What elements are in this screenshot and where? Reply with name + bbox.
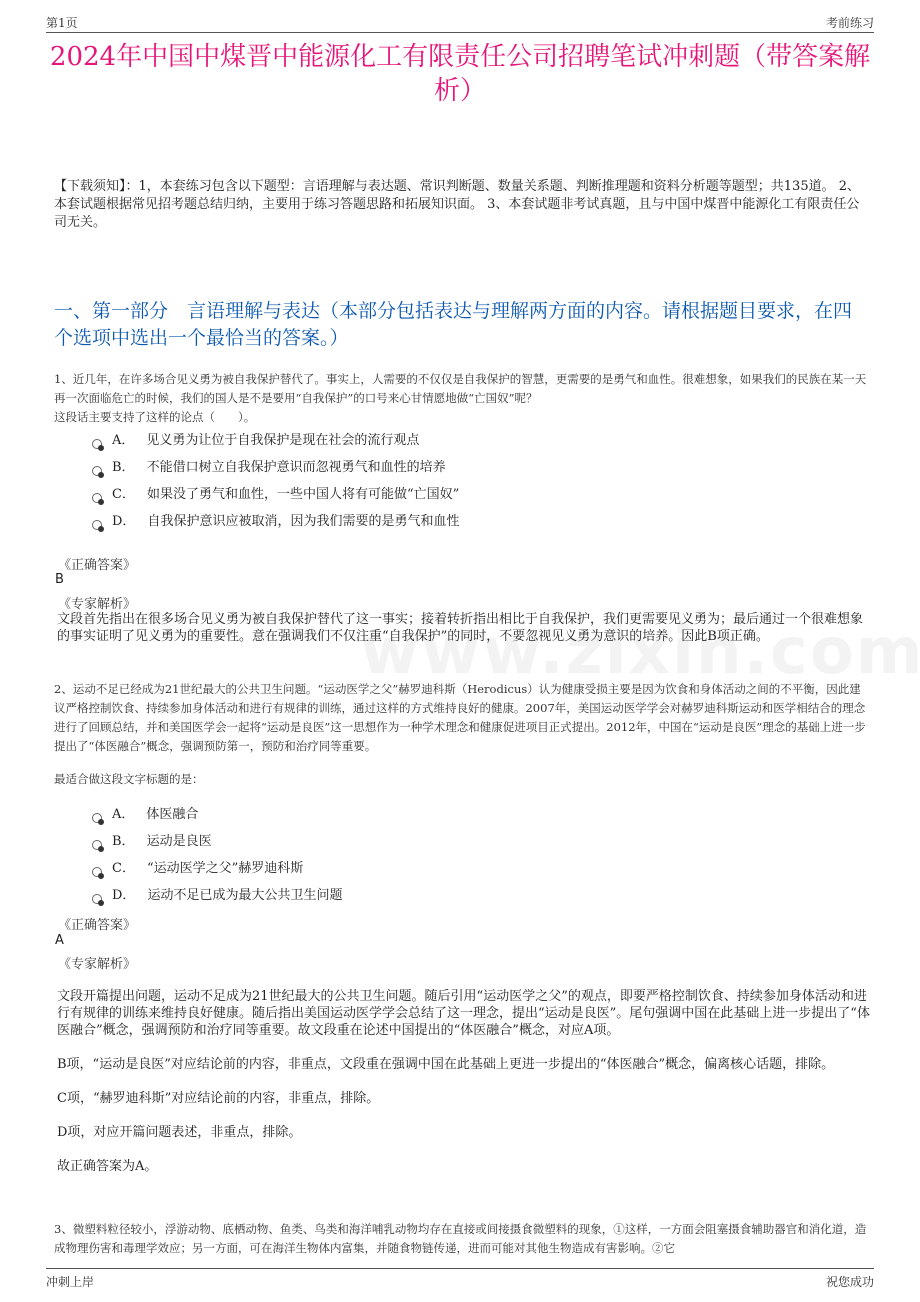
option-a[interactable]: A． 体医融合 xyxy=(92,801,342,828)
document-title: 2024年中国中煤晋中能源化工有限责任公司招聘笔试冲刺题（带答案解析） xyxy=(49,42,871,106)
correct-answer-value: A xyxy=(55,933,64,948)
option-b[interactable]: B． 不能借口树立自我保护意识而忽视勇气和血性的培养 xyxy=(92,454,459,481)
analysis-paragraph: 文段开篇提出问题，运动不足成为21世纪最大的公共卫生问题。随后引用“运动医学之父”的观点，即要严格控制饮食、持续参加身体活动和进行有规律的训练来维持良好健康。随后指出美国运动医学学会总结了这一理念，提出“运动是良医”。尾句强调中国在此基础上进一步提出了“体医融合”概念，强调预防和治疗同等重要。故文段重在论述中国提出的“体医融合”概念，对应A项。 xyxy=(57,989,870,1038)
option-b[interactable]: B． 运动是良医 xyxy=(92,828,342,855)
radio-icon[interactable] xyxy=(92,840,102,850)
expert-analysis-text xyxy=(57,988,870,1192)
option-a[interactable]: A． 见义勇为让位于自我保护是现在社会的流行观点 xyxy=(92,427,459,454)
header-label: 考前练习 xyxy=(825,16,874,30)
option-d[interactable]: D． 自我保护意识应被取消，因为我们需要的是勇气和血性 xyxy=(92,508,459,535)
analysis-paragraph: 故正确答案为A。 xyxy=(57,1159,158,1174)
question-2-text: 2、运动不足已经成为21世纪最大的公共卫生问题。“运动医学之父”赫罗迪科斯（Herodicus）认为健康受损主要是因为饮食和身体活动之间的不平衡，因此建议严格控制饮食、持续参加身体活动和进行有规律的训练，通过这样的方式维持良好的健康。2007年，美国运动医学学会对赫罗迪科斯运动和医学相结合的理念进行了回顾总结，并和美国医学会一起将“运动是良医”这一思想作为一种学术理念和健康促进项目正式提出。2012年，中国在“运动是良医”理念的基础上进一步提出了“体医融合”概念，强调预防第一，预防和治疗同等重要。 xyxy=(54,682,866,753)
correct-answer-label: 《正确答案》 xyxy=(58,918,137,933)
radio-icon[interactable] xyxy=(92,439,102,449)
analysis-paragraph: C项，“赫罗迪科斯”对应结论前的内容，非重点，排除。 xyxy=(57,1091,380,1106)
page-number: 第1页 xyxy=(46,16,78,30)
radio-icon[interactable] xyxy=(92,894,102,904)
question-3-text: 3、微塑料粒径较小，浮游动物、底栖动物、鱼类、鸟类和海洋哺乳动物均存在直接或间接摄食微塑料的现象，①这样，一方面会阻塞摄食辅助器官和消化道，造成物理伤害和毒理学效应；另一方面，可在海洋生物体内富集，并随食物链传递，进而可能对其他生物造成有害影响。②它 xyxy=(54,1222,867,1255)
correct-answer-label: 《正确答案》 xyxy=(58,558,137,573)
analysis-paragraph: B项，“运动是良医”对应结论前的内容，非重点，文段重在强调中国在此基础上更进一步提出的“体医融合”概念，偏离核心话题，排除。 xyxy=(57,1057,835,1072)
page-header xyxy=(46,12,874,33)
radio-icon[interactable] xyxy=(92,867,102,877)
radio-icon[interactable] xyxy=(92,493,102,503)
expert-analysis-label: 《专家解析》 xyxy=(58,597,137,612)
page-footer xyxy=(46,1268,874,1291)
option-c[interactable]: C． 如果没了勇气和血性，一些中国人将有可能做“亡国奴” xyxy=(92,481,459,508)
question-1-options xyxy=(92,427,459,535)
question-1-text: 1、近几年，在许多场合见义勇为被自我保护替代了。事实上，人需要的不仅仅是自我保护的智慧，更需要的是勇气和血性。很难想象，如果我们的民族在某一天再一次面临危亡的时候，我们的国人是不是要用“自我保护”的口号来心甘情愿地做“亡国奴”呢？ xyxy=(54,372,867,405)
analysis-paragraph: D项，对应开篇问题表述，非重点，排除。 xyxy=(57,1125,302,1140)
option-c[interactable]: C． “运动医学之父”赫罗迪科斯 xyxy=(92,855,342,882)
correct-answer-value: B xyxy=(55,572,64,587)
question-1-prompt: 这段话主要支持了这样的论点（ ）。 xyxy=(54,410,256,424)
footer-right-text: 祝您成功 xyxy=(825,1275,874,1289)
footer-left-text: 冲刺上岸 xyxy=(46,1275,95,1289)
question-2-prompt: 最适合做这段文字标题的是： xyxy=(54,772,204,786)
radio-icon[interactable] xyxy=(92,520,102,530)
radio-icon[interactable] xyxy=(92,813,102,823)
expert-analysis-label: 《专家解析》 xyxy=(58,957,137,972)
question-2-options xyxy=(92,801,342,909)
question-1-stem xyxy=(54,370,870,427)
section-title: 一、第一部分 言语理解与表达（本部分包括表达与理解两方面的内容。请根据题目要求，在四个选项中选出一个最恰当的答案。） xyxy=(54,300,853,349)
expert-analysis-text: 文段首先指出在很多场合见义勇为被自我保护替代了这一事实；接着转折指出相比于自我保护，我们更需要见义勇为；最后通过一个很难想象的事实证明了见义勇为的重要性。意在强调我们不仅注重“自我保护”的同时，不要忽视见义勇为意识的培养。因此B项正确。 xyxy=(57,612,864,644)
radio-icon[interactable] xyxy=(92,466,102,476)
option-d[interactable]: D． 运动不足已成为最大公共卫生问题 xyxy=(92,882,342,909)
download-notice: 【下载须知】：1，本套练习包含以下题型：言语理解与表达题、常识判断题、数量关系题、判断推理题和资料分析题等题型；共135道。 2、本套试题根据常见招考题总结归纳，主要用于练习答题思路和拓展知识面。 3、本套试题非考试真题，且与中国中煤晋中能源化工有限责任公司无关。 xyxy=(54,179,860,230)
